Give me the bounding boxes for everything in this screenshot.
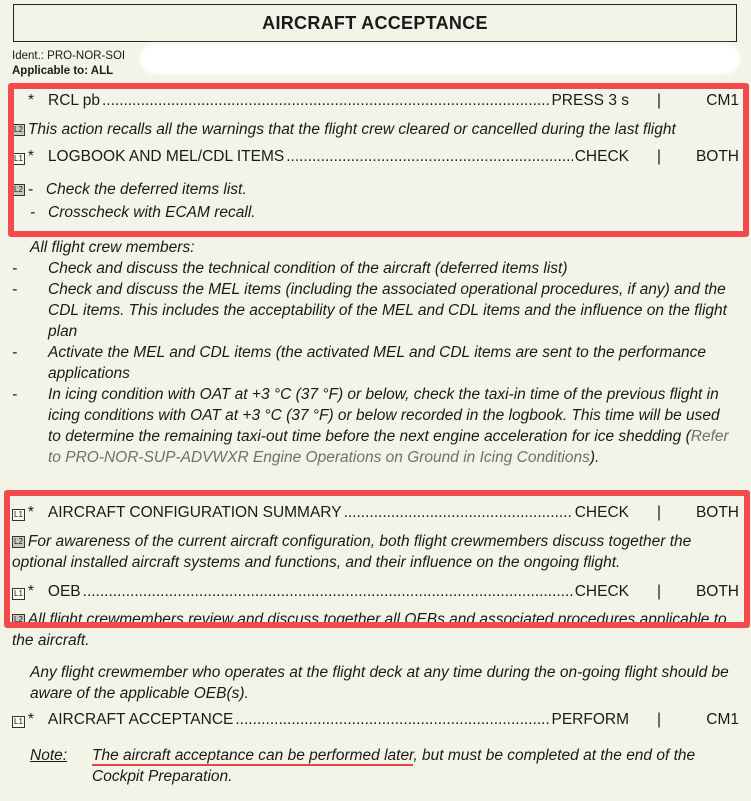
acceptance-label: AIRCRAFT ACCEPTANCE [47, 711, 234, 728]
note: Note: The aircraft acceptance can be performed later, but must be completed at the end of the Cockpit Preparation. [30, 747, 696, 785]
oeb-note-2: Any flight crewmember who operates at the flight deck at any time during the on-going flight should be aware of the applicable OEB(s). [30, 664, 729, 702]
oeb-label: OEB [47, 583, 81, 600]
logbook-bullet: - Crosscheck with ECAM recall. [30, 204, 256, 221]
acceptance-item: L1 * AIRCRAFT ACCEPTANCE ..... PERFORM | CM1 [12, 711, 739, 729]
acceptance-who: CM1 [706, 711, 739, 728]
reference-link[interactable]: Refer to PRO-NOR-SUP-ADVWXR Engine Operations on Ground in Icing Conditions [48, 428, 729, 466]
redaction-blur [140, 44, 740, 74]
ident-label: Ident.: PRO-NOR-SOI [12, 50, 126, 62]
logbook-who: BOTH [695, 148, 739, 165]
config-label: AIRCRAFT CONFIGURATION SUMMARY [47, 504, 342, 521]
oeb-action: CHECK [574, 583, 629, 600]
config-action: CHECK [574, 504, 629, 521]
oeb-note: L2 All flight crewmembers review and discuss together all OEBs and associated procedures applicable to the aircraft. [12, 611, 727, 649]
note-label: Note: [30, 747, 68, 764]
crew-section [12, 237, 735, 468]
crew-bullet: - In icing condition with OAT at +3 °C (37 °F) or below, check the taxi-in time of the previous flight in icing conditions with OAT at +3 °C (37 °F) or below recorded in the logbook. This time will be used to determine the remaining taxi-out time before the next engine acceleration for ice shedding (Refer to PRO-NOR-SUP-ADVWXR Engine Operations on Ground in Icing Conditions). [12, 386, 729, 466]
logbook-action: CHECK [574, 148, 629, 165]
logbook-label: LOGBOOK AND MEL/CDL ITEMS [47, 148, 285, 165]
applicable-label: Applicable to: ALL [12, 65, 114, 77]
rcl-who: CM1 [706, 92, 739, 109]
crew-intro: All flight crew members: [30, 239, 195, 256]
acceptance-action: PERFORM [551, 711, 629, 728]
config-item: L1 * AIRCRAFT CONFIGURATION SUMMARY ..... CHECK | BOTH [12, 504, 739, 522]
level-1-badge: L1 [14, 154, 23, 163]
crew-bullet: - Activate the MEL and CDL items (the activated MEL and CDL items are sent to the performance applications [12, 344, 706, 382]
crew-bullet: - Check and discuss the technical condition of the aircraft (deferred items list) [12, 260, 568, 277]
rcl-item: * RCL pb ..... PRESS 3 s | CM1 [12, 92, 739, 110]
highlight-box [4, 490, 750, 628]
rcl-action: PRESS 3 s [551, 92, 629, 109]
page-title: AIRCRAFT ACCEPTANCE [13, 4, 737, 42]
rcl-label: RCL pb [48, 92, 100, 109]
logbook-item: L1 * LOGBOOK AND MEL/CDL ITEMS ..... CHECK | BOTH [12, 148, 739, 166]
oeb-who: BOTH [695, 583, 739, 600]
config-note: L2 For awareness of the current aircraft configuration, both flight crewmembers discuss together the optional installed aircraft systems and functions, and their influence on the ongoing flight. [12, 533, 692, 571]
crew-bullet: - Check and discuss the MEL items (including the associated operational procedures, if any) and the CDL items. This includes the acceptability of the MEL and CDL items and the influence on the flight plan [12, 281, 727, 340]
level-2-badge: L2 [14, 125, 23, 134]
oeb-item: L1 * OEB ..... CHECK | BOTH [12, 583, 739, 601]
logbook-bullet: L2 - Check the deferred items list. [14, 181, 247, 198]
config-who: BOTH [695, 504, 739, 521]
rcl-note: L2 This action recalls all the warnings that the flight crew cleared or cancelled during the last flight [14, 121, 676, 138]
highlight-box [8, 83, 749, 237]
